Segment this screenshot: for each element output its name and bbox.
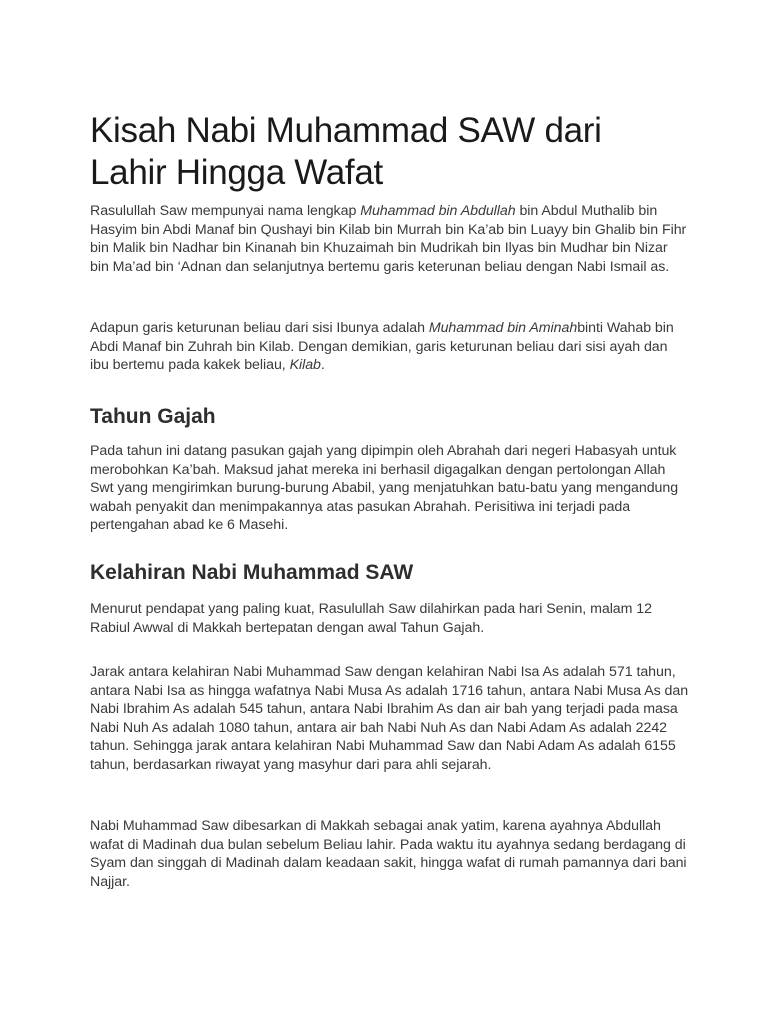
section-heading-tahun-gajah: Tahun Gajah: [90, 405, 216, 428]
title-line-2: Lahir Hingga Wafat: [90, 153, 383, 192]
italic-name: Muhammad bin Aminah: [428, 320, 578, 336]
intro-paragraph-lineage-father: Rasulullah Saw mempunyai nama lengkap Muhammad bin Abdullah bin Abdul Muthalib bin Hasyim bin Abdi Manaf bin Qushayi bin Kilab bin Murrah bin Ka’ab bin Luayy bin Ghalib bin Fihr bin Malik bin Nadhar bin Kinanah bin Khuzaimah bin Mudrikah bin Ilyas bin Mudhar bin Nizar bin Ma’ad bin ‘Adnan dan selanjutnya bertemu garis keterunan beliau dengan Nabi Ismail as.: [90, 203, 687, 275]
intro-paragraph-lineage-mother: Adapun garis keturunan beliau dari sisi Ibunya adalah Muhammad bin Aminahbinti Wahab bin Abdi Manaf bin Zuhrah bin Kilab. Dengan demikian, garis keturunan beliau dari sisi ayah dan ibu bertemu pada kakek beliau, Kilab.: [90, 320, 674, 374]
italic-name: Kilab: [289, 357, 321, 374]
paragraph-kelahiran-2: Jarak antara kelahiran Nabi Muhammad Saw dengan kelahiran Nabi Isa As adalah 571 tahun, antara Nabi Isa as hingga wafatnya Nabi Musa As adalah 1716 tahun, antara Nabi Musa As dan Nabi Ibrahim As adalah 545 tahun, antara Nabi Ibrahim As dan air bah yang terjadi pada masa Nabi Nuh As adalah 1080 tahun, antara air bah Nabi Nuh As dan Nabi Adam As adalah 2242 tahun. Sehingga jarak antara kelahiran Nabi Muhammad Saw dan Nabi Adam As adalah 6155 tahun, berdasarkan riwayat yang masyhur dari para ahli sejarah.: [90, 664, 689, 773]
paragraph-kelahiran-1: Menurut pendapat yang paling kuat, Rasulullah Saw dilahirkan pada hari Senin, malam 12 Rabiul Awwal di Makkah bertepatan dengan awal Tahun Gajah.: [90, 601, 652, 636]
paragraph-kelahiran-3: Nabi Muhammad Saw dibesarkan di Makkah sebagai anak yatim, karena ayahnya Abdullah wafat di Madinah dua bulan sebelum Beliau lahir. Pada waktu itu ayahnya sedang berdagang di Syam dan singgah di Madinah dalam keadaan sakit, hingga wafat di rumah pamannya dari bani Najjar.: [90, 818, 687, 890]
article-title: [90, 110, 690, 194]
italic-name: Muhammad bin Abdullah: [360, 203, 516, 219]
title-line-1: Kisah Nabi Muhammad SAW dari: [90, 111, 602, 150]
paragraph-tahun-gajah: Pada tahun ini datang pasukan gajah yang dipimpin oleh Abrahah dari negeri Habasyah untuk merobohkan Ka’bah. Maksud jahat mereka ini berhasil digagalkan dengan pertolongan Allah Swt yang mengirimkan burung-burung Ababil, yang menjatuhkan batu-batu yang mengandung wabah penyakit dan menimpakannya atas pasukan Abrahah. Perisitiwa ini terjadi pada pertengahan abad ke 6 Masehi.: [90, 443, 679, 534]
section-heading-kelahiran: Kelahiran Nabi Muhammad SAW: [90, 561, 414, 584]
